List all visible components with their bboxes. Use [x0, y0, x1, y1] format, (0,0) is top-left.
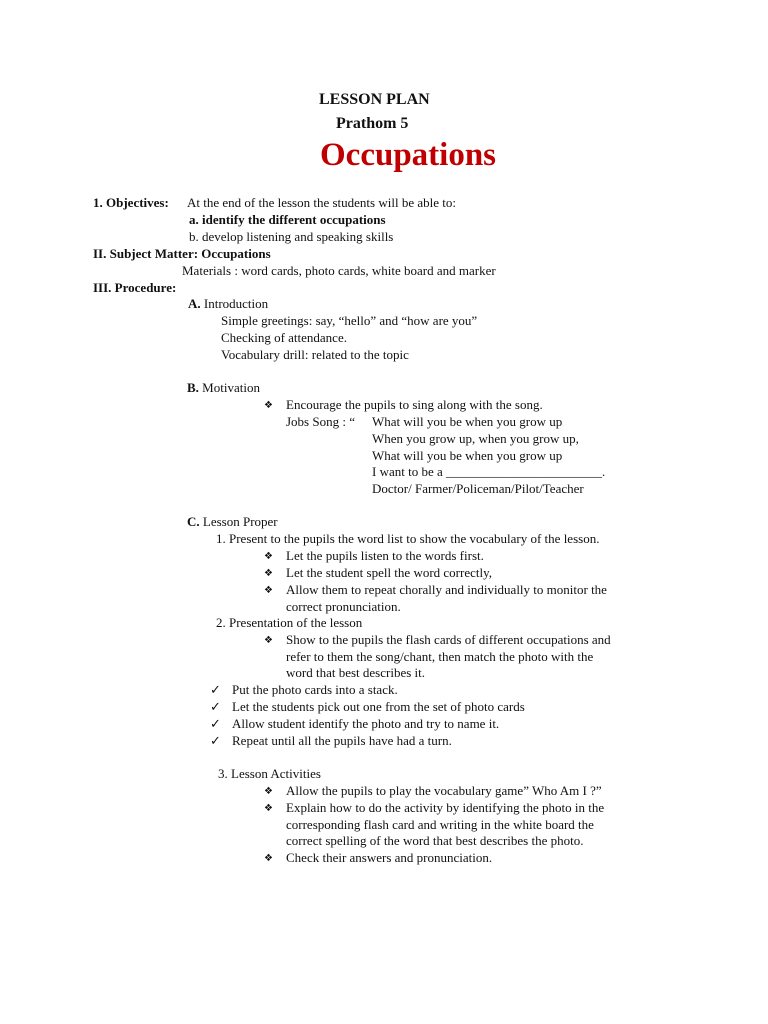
- motivation-bullet: Encourage the pupils to sing along with the song.: [286, 397, 543, 412]
- intro-line: Vocabulary drill: related to the topic: [221, 347, 409, 362]
- step-3: 3. Lesson Activities: [218, 766, 321, 781]
- step-3-bullet: Check their answers and pronunciation.: [286, 850, 493, 865]
- step-2-bullet-cont: refer to them the song/chant, then match the photo with the: [286, 649, 594, 664]
- objectives-heading: 1. Objectives:: [93, 195, 169, 210]
- page-title: Occupations: [320, 137, 497, 173]
- step-3-bullet: Allow the pupils to play the vocabulary game” Who Am I ?”: [286, 783, 602, 798]
- step-1-bullet: Allow them to repeat chorally and individually to monitor the: [286, 582, 607, 597]
- objective-a: a. identify the different occupations: [189, 212, 386, 227]
- objective-b: b. develop listening and speaking skills: [189, 229, 394, 244]
- step-2-bullet: Show to the pupils the flash cards of different occupations and: [286, 632, 611, 647]
- check-item: Allow student identify the photo and try to name it.: [232, 716, 500, 731]
- step-3-bullet-cont: correct spelling of the word that best describes the photo.: [286, 833, 584, 848]
- step-2-bullet-cont: word that best describes it.: [286, 665, 425, 680]
- song-label: Jobs Song : “: [286, 414, 355, 429]
- check-item: Put the photo cards into a stack.: [232, 682, 398, 697]
- song-line: I want to be a ________________________.: [372, 464, 606, 479]
- objectives-intro: At the end of the lesson the students will be able to:: [187, 195, 456, 210]
- diamond-bullet-icon: ❖: [264, 585, 273, 596]
- step-2: 2. Presentation of the lesson: [216, 615, 363, 630]
- section-c-title: [187, 513, 278, 530]
- section-b-letter: B.: [187, 380, 199, 395]
- section-c-label: Lesson Proper: [202, 514, 278, 529]
- check-item: Let the students pick out one from the set of photo cards: [232, 699, 525, 714]
- check-icon: ✓: [210, 733, 221, 748]
- section-a-label: Introduction: [203, 296, 269, 311]
- diamond-bullet-icon: ❖: [264, 568, 273, 579]
- step-1-bullet: Let the student spell the word correctly,: [286, 565, 493, 580]
- diamond-bullet-icon: ❖: [264, 400, 273, 411]
- intro-line: Checking of attendance.: [221, 330, 347, 345]
- step-3-bullet: Explain how to do the activity by identifying the photo in the: [286, 800, 605, 815]
- intro-line: Simple greetings: say, “hello” and “how are you”: [221, 313, 478, 328]
- section-b-title: [187, 379, 260, 396]
- grade-heading: Prathom 5: [336, 115, 409, 132]
- section-c-letter: C.: [187, 514, 200, 529]
- section-a-title: [188, 295, 268, 312]
- check-icon: ✓: [210, 716, 221, 731]
- diamond-bullet-icon: ❖: [264, 635, 273, 646]
- diamond-bullet-icon: ❖: [264, 786, 273, 797]
- materials-line: Materials : word cards, photo cards, white board and marker: [182, 263, 496, 278]
- step-1-bullet-cont: correct pronunciation.: [286, 599, 401, 614]
- procedure-heading: III. Procedure:: [93, 280, 177, 295]
- song-line: What will you be when you grow up: [372, 448, 563, 463]
- diamond-bullet-icon: ❖: [264, 803, 273, 814]
- section-a-letter: A.: [188, 296, 201, 311]
- check-icon: ✓: [210, 699, 221, 714]
- check-item: Repeat until all the pupils have had a turn.: [232, 733, 452, 748]
- diamond-bullet-icon: ❖: [264, 551, 273, 562]
- lesson-plan-heading: LESSON PLAN: [319, 91, 430, 108]
- step-1-bullet: Let the pupils listen to the words first.: [286, 548, 484, 563]
- subject-matter-heading: II. Subject Matter: Occupations: [93, 246, 271, 261]
- diamond-bullet-icon: ❖: [264, 853, 273, 864]
- step-1: 1. Present to the pupils the word list to show the vocabulary of the lesson.: [216, 531, 600, 546]
- song-line: What will you be when you grow up: [372, 414, 563, 429]
- section-b-label: Motivation: [202, 380, 260, 395]
- song-line: Doctor/ Farmer/Policeman/Pilot/Teacher: [372, 481, 584, 496]
- song-line: When you grow up, when you grow up,: [372, 431, 579, 446]
- step-3-bullet-cont: corresponding flash card and writing in the white board the: [286, 817, 594, 832]
- check-icon: ✓: [210, 682, 221, 697]
